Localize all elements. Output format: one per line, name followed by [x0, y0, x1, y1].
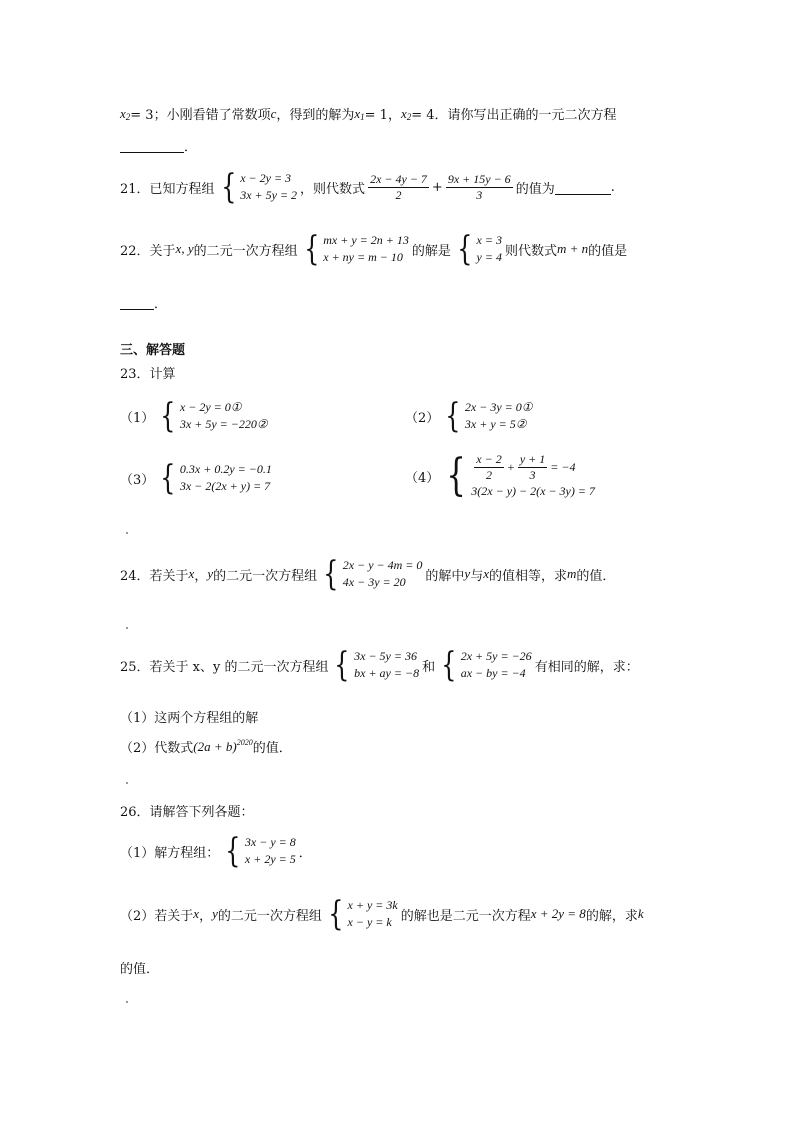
q26-s-eq1: x + y = 3k	[347, 898, 398, 912]
q26-eq1: 3x − y = 8	[244, 835, 296, 849]
q22-expr: m + n	[556, 241, 589, 256]
q20-end: ．	[184, 140, 198, 155]
q21-plus: +	[431, 179, 443, 195]
q24-system	[320, 554, 423, 594]
q21-fraction-2: $\frac{9x + 15y - 6}{3}$	[447, 171, 511, 202]
q20-x2-symbol: $x_2$	[120, 105, 131, 122]
brace-icon: {	[441, 645, 457, 685]
q23-p4-label: （4）	[405, 470, 440, 486]
spacer-dot	[126, 782, 128, 784]
q21-mid: ，则代数式	[300, 181, 366, 197]
q26-x: x	[193, 906, 200, 921]
q26-y: y	[212, 906, 218, 921]
q21-end: .	[610, 179, 615, 195]
q22-mid: 的二元一次方程组	[193, 243, 298, 259]
q21-fraction-1: $\frac{2x - 4y - 7}{2}$	[370, 171, 427, 202]
question-24	[120, 554, 616, 594]
q23-p4-fraction-2: $\frac{y + 1}{3}$	[519, 452, 546, 482]
q25-sub2-end: 的值．	[252, 741, 292, 756]
q20-c-symbol: c	[270, 105, 277, 121]
q22-answer-line	[120, 293, 167, 312]
q23-p2-eq2: 3x + y = 5②	[464, 417, 527, 431]
q24-x2: x	[483, 566, 489, 581]
q25-system-a	[331, 645, 420, 685]
q26-k: k	[637, 906, 644, 921]
q22-s1: x = 3	[476, 233, 502, 247]
q20-answer-line	[120, 136, 197, 155]
q20-text-2: ，得到的解为	[276, 108, 355, 123]
q21-eq2: 3x + 5y = 2	[240, 188, 298, 202]
q24-eq1: 2x − y − 4m = 0	[342, 558, 423, 572]
spacer-dot	[126, 1001, 128, 1003]
q26-sub1-end: ．	[298, 845, 312, 861]
q22-tail: 则代数式	[504, 243, 557, 259]
q24-mid: 的二元一次方程组	[213, 568, 318, 584]
q20-x2-value: = 4．请你写出正确的一元二次方程	[411, 108, 617, 123]
q24-with: 与	[470, 568, 484, 584]
q23-p2-eq1: 2x − 3y = 0①	[464, 400, 533, 414]
brace-icon: {	[457, 229, 473, 269]
q26-title: 26．请解答下列各题：	[120, 805, 254, 820]
q26-sub-2	[120, 894, 644, 934]
q22-solution	[454, 229, 502, 269]
brace-icon: {	[160, 458, 176, 498]
q25-sub-2	[120, 737, 292, 756]
q23-p1-eq1: x − 2y = 0①	[179, 400, 242, 414]
question-22	[120, 229, 628, 269]
q20-x1-value: = 1，	[364, 108, 401, 123]
q25-a-eq2: bx + ay = −8	[354, 666, 420, 680]
q26-eq3: x + 2y = 8	[530, 906, 586, 921]
q21-system	[218, 167, 298, 207]
q22-answer-blank[interactable]	[120, 295, 154, 310]
q25-number: 25．若关于 x、y 的二元一次方程组	[120, 659, 329, 675]
q22-number: 22．关于	[120, 243, 176, 259]
q25-and: 和	[422, 659, 436, 675]
q25-a-eq1: 3x − 5y = 36	[354, 649, 417, 663]
brace-icon: {	[334, 645, 350, 685]
q26-sub2-text-c: 的解也是二元一次方程	[400, 908, 531, 924]
q23-p3-label: （3）	[120, 472, 155, 488]
q25-b-eq2: ax − by = −4	[460, 666, 526, 680]
q21-eq1: x − 2y = 3	[240, 171, 292, 185]
q22-s2: y = 4	[476, 250, 502, 264]
q26-s-eq2: x − y = k	[347, 915, 392, 929]
q22-vars: x, y	[175, 241, 194, 256]
brace-icon: {	[446, 450, 467, 501]
q24-y2: y	[464, 566, 471, 581]
q22-end: ．	[154, 297, 168, 312]
q26-system-2	[325, 894, 398, 934]
q23-p4-fraction-1: $\frac{x - 2}{2}$	[476, 452, 502, 482]
q21-number: 21．已知方程组	[120, 181, 215, 197]
q22-tail2: 的值是	[588, 243, 628, 259]
q24-y: y	[207, 566, 214, 581]
q23-p3-eq1: 0.3x + 0.2y = −0.1	[179, 462, 272, 476]
q24-comma: ，	[194, 568, 208, 584]
q23-title: 23．计算	[120, 367, 176, 382]
q25-sub-1: （1）这两个方程组的解	[120, 711, 259, 726]
q21-answer-blank[interactable]	[555, 180, 611, 195]
q21-tail: 的值为	[515, 181, 555, 197]
q24-eq2: 4x − 3y = 20	[342, 575, 406, 589]
q24-number: 24．若关于	[120, 568, 189, 584]
q23-part-4	[405, 452, 598, 500]
q25-sub2-text: （2）代数式	[120, 741, 194, 756]
q20-answer-blank[interactable]	[120, 138, 184, 153]
q26-eq2: x + 2y = 5	[244, 852, 296, 866]
brace-icon: {	[328, 894, 344, 934]
q23-part-3	[120, 458, 275, 498]
q22-mid2: 的解是	[411, 243, 451, 259]
q22-eq2: x + ny = m − 10	[323, 250, 403, 264]
q20-x1: $x_1$	[354, 105, 365, 122]
spacer-dot	[126, 627, 128, 629]
q23-p3-system	[157, 458, 272, 498]
q25-tail: 有相同的解，求：	[534, 659, 639, 675]
q26-system-1	[222, 831, 296, 871]
brace-icon: {	[303, 229, 320, 269]
brace-icon: {	[445, 396, 461, 436]
question-21	[120, 167, 615, 207]
q26-sub2-text-d: 的解，求	[585, 908, 638, 924]
q26-sub2-text-a: （2）若关于	[120, 908, 194, 924]
q23-p1-eq2: 3x + 5y = −220②	[179, 417, 268, 431]
q25-sub2-expr: $(2a + b)^{2020}$	[193, 738, 253, 754]
question-25	[120, 645, 639, 685]
q24-mid3: 的值相等，求	[489, 568, 568, 584]
section-3-title: 三、解答题	[120, 343, 186, 358]
q24-mid2: 的解中	[425, 568, 465, 584]
brace-icon: {	[323, 554, 339, 594]
q24-x: x	[188, 566, 195, 581]
q23-p2-system	[442, 396, 533, 436]
q20-text-1: = 3；小刚看错了常数项	[130, 108, 271, 123]
q23-p4-system	[442, 452, 595, 500]
brace-icon: {	[160, 396, 176, 436]
spacer-dot	[126, 532, 128, 534]
brace-icon: {	[220, 167, 236, 207]
q26-sub2-text-b: 的二元一次方程组	[217, 908, 322, 924]
q23-p1-system	[157, 396, 268, 436]
q26-sub1-label: （1）解方程组：	[120, 845, 220, 861]
q20-x2: $x_2$	[400, 105, 412, 122]
q23-p3-eq2: 3x − 2(2x + y) = 7	[179, 479, 271, 493]
q24-end: 的值．	[576, 568, 616, 584]
q23-p4-eq2: 3(2x − y) − 2(x − 3y) = 7	[471, 484, 595, 498]
q23-p2-label: （2）	[405, 410, 440, 426]
q22-system	[301, 229, 409, 269]
q25-b-eq1: 2x + 5y = −26	[460, 649, 532, 663]
q22-eq1: mx + y = 2n + 13	[323, 233, 409, 247]
q23-part-1	[120, 396, 271, 436]
q26-sub-1	[120, 831, 312, 871]
q24-m: m	[567, 566, 577, 581]
q26-sub2-end: 的值．	[120, 962, 160, 977]
brace-icon: {	[225, 831, 241, 871]
q23-p4-plus: +	[506, 460, 515, 474]
q23-part-2	[405, 396, 536, 436]
q23-p4-rhs: = −4	[550, 460, 576, 474]
q20-continuation	[120, 104, 617, 123]
q26-comma: ，	[199, 908, 213, 924]
q23-p1-label: （1）	[120, 410, 155, 426]
q25-system-b	[438, 645, 532, 685]
